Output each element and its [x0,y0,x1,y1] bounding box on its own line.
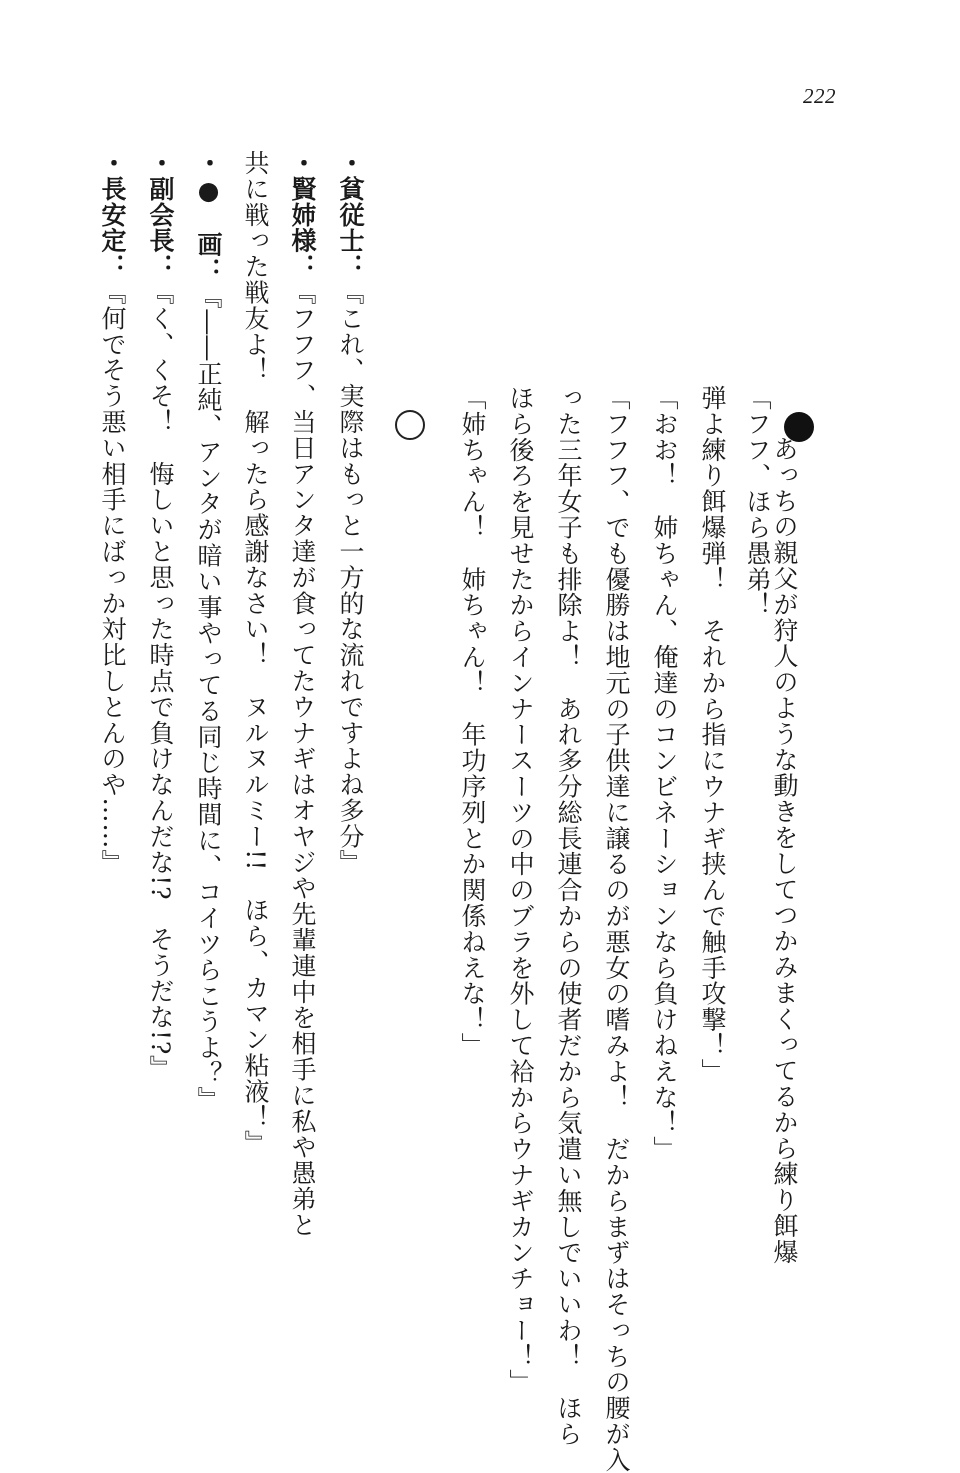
credit-entry-4 [148,150,173,1081]
credit-entry-1 [338,150,363,875]
body-line-5: 「フフフ、でも優勝は地元の子供達に譲るのが悪女の嗜みよ！ だからまずはそっちの腰が入 [602,385,631,1473]
credit-text: 『フフフ、当日アンタ達が食ってたウナギはオヤジや先輩連中を相手に私や愚弟と [288,279,317,1238]
credit-entry-2-continuation: 共に戦った戦友よ！ 解ったら感謝なさい！ ヌルヌルミー!! ほら、カマン粘液！』 [241,150,270,1157]
credit-colon: ： [194,257,223,284]
credit-colon: ： [98,253,127,280]
credit-entry-5 [100,150,125,875]
credit-label: ・長安定 [98,150,127,254]
credit-entry-3 [196,150,221,1112]
body-line-3: 弾よ練り餌爆弾！ それから指にウナギ挟んで触手攻撃！」 [698,385,727,1085]
body-line-6: った三年女子も排除よ！ あれ多分総長連合からの使者だから気遣い無しでいいわ！ ほら [554,385,583,1447]
page-number: 222 [803,84,836,108]
credit-label: ・賢姉様 [288,150,317,254]
credit-colon: ： [288,253,317,280]
credit-label: ・貧従士 [336,150,365,254]
credit-text: 『――正純、アンタが暗い事やってる同じ時間に、コイツらこうよ？』 [194,283,223,1113]
body-line-8: 「姉ちゃん！ 姉ちゃん！ 年功序列とか関係ねえな！」 [458,385,487,1059]
credit-text: 『何でそう悪い相手にばっか対比しとんのや……』 [98,279,127,876]
body-line-2-prefix: 「フフ、ほら愚弟！ [743,385,772,619]
credit-colon: ： [336,253,365,280]
credit-label: ・副会長 [146,150,175,254]
credit-colon: ： [146,253,175,280]
credit-text: 『これ、実際はもっと一方的な流れですよね多分』 [336,279,365,876]
credit-label: ・● 画 [194,150,223,258]
body-line-1: あっちの親父が狩人のような動きをしてつかみまくってるから練り餌爆 [770,436,799,1265]
open-circle-marker-icon [395,410,425,440]
credit-entry-2 [290,150,315,1238]
credit-text: 『く、くそ！ 悔しいと思った時点で負けなんだな!? そうだな!?』 [146,279,175,1082]
body-line-7: ほら後ろを見せたからインナースーツの中のブラを外して袷からウナギカンチョー！」 [506,385,535,1396]
body-line-4: 「おお！ 姉ちゃん、俺達のコンビネーションなら負けねえな！」 [650,385,679,1162]
